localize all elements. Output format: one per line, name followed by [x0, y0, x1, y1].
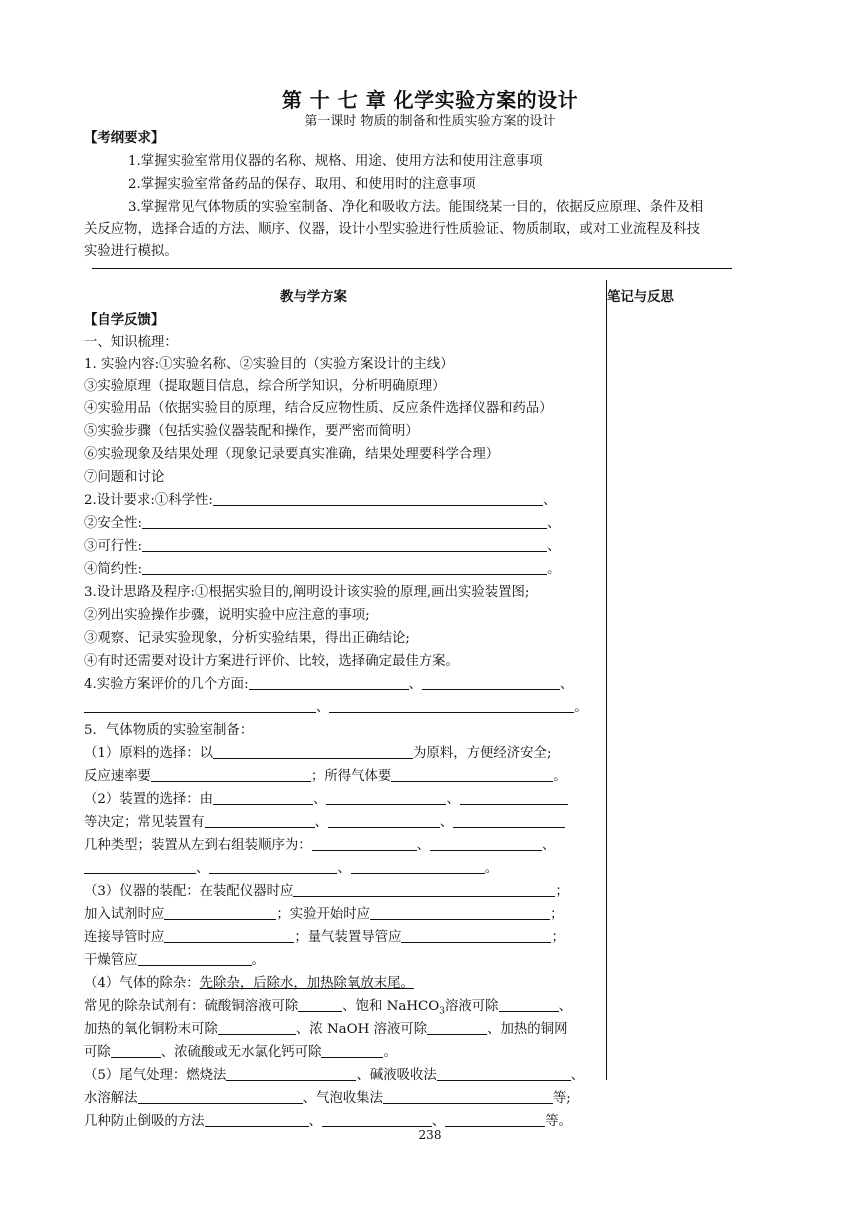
- syllabus-item-1: 1.掌握实验室常用仪器的名称、规格、用途、使用方法和使用注意事项: [128, 154, 543, 169]
- blank-field[interactable]: [437, 1065, 571, 1081]
- design-req-scientific: 2.设计要求:①科学性: 、: [84, 490, 556, 512]
- chapter-title: 第 十 七 章 化学实验方案的设计: [281, 88, 579, 112]
- blank-field[interactable]: [298, 996, 342, 1012]
- blank-field[interactable]: [209, 858, 337, 874]
- blank-field[interactable]: [499, 996, 559, 1012]
- syllabus-item-2: 2.掌握实验室常备药品的保存、取用、和使用时的注意事项: [128, 177, 476, 192]
- common-apparatus-line: 等决定；常见装置有 、 、: [84, 812, 565, 834]
- knowledge-section-heading: 一、知识梳理：: [84, 335, 178, 350]
- blank-field[interactable]: [213, 789, 313, 805]
- design-req-feasibility: ③可行性: 、: [84, 536, 560, 558]
- blank-field[interactable]: [460, 789, 568, 805]
- impurity-removal-line: （4）气体的除杂：先除杂，后除水，加热除氧放末尾。: [84, 976, 414, 991]
- blank-field[interactable]: [142, 513, 547, 529]
- blank-field[interactable]: [151, 766, 311, 782]
- anti-suckback-line: 几种防止倒吸的方法 、 、 等。: [84, 1111, 572, 1133]
- blank-field[interactable]: [218, 1019, 296, 1035]
- reagent-line: 加入试剂时应 ；实验开始时应 ；: [84, 904, 563, 926]
- evaluation-aspects-cont: 、 。: [84, 697, 588, 719]
- list-item: ③实验原理（提取题目信息，综合所学知识，分析明确原理）: [84, 379, 446, 394]
- list-item: ②列出实验操作步骤，说明实验中应注意的事项;: [84, 608, 370, 623]
- blank-field[interactable]: [453, 812, 565, 828]
- blank-field[interactable]: [213, 743, 413, 759]
- reagents-line-2: 加热的氧化铜粉末可除 、浓 NaOH 溶液可除 、加热的铜网: [84, 1019, 567, 1041]
- blank-field[interactable]: [138, 950, 252, 966]
- syllabus-item-3-line3: 实验进行模拟。: [84, 244, 178, 259]
- blank-field[interactable]: [249, 674, 409, 690]
- list-item: ③观察、记录实验现象，分析实验结果，得出正确结论;: [84, 631, 410, 646]
- blank-field[interactable]: [351, 858, 485, 874]
- blank-field[interactable]: [391, 766, 553, 782]
- blank-field[interactable]: [329, 697, 574, 713]
- column-divider: [606, 280, 607, 1080]
- design-req-simplicity: ④简约性: 。: [84, 559, 560, 581]
- blank-field[interactable]: [84, 858, 196, 874]
- syllabus-heading: 【考纲要求】: [84, 131, 165, 146]
- blank-field[interactable]: [293, 881, 555, 897]
- blank-field[interactable]: [205, 1111, 309, 1127]
- page-number: 238: [418, 1128, 442, 1142]
- section-divider: [92, 268, 732, 269]
- apparatus-selection-line: （2）装置的选择：由 、 、: [84, 789, 568, 811]
- assembly-order-line: 几种类型；装置从左到右组装顺序为： 、 、: [84, 835, 555, 857]
- blank-field[interactable]: [138, 1088, 303, 1104]
- main-column-heading: 教与学方案: [280, 290, 347, 305]
- blank-field[interactable]: [321, 1042, 383, 1058]
- reagents-line: 常见的除杂试剂有：硫酸铜溶液可除 、饱和 NaHCO$_3$溶液可除 、: [84, 996, 572, 1023]
- blank-field[interactable]: [401, 927, 551, 943]
- list-item: ⑤实验步骤（包括实验仪器装配和操作，要严密而简明）: [84, 424, 419, 439]
- tail-gas-line: （5）尾气处理：燃烧法 、碱液吸收法 、: [84, 1065, 584, 1087]
- blank-field[interactable]: [328, 812, 440, 828]
- gas-prep-heading: 5．气体物质的实验室制备：: [84, 723, 254, 738]
- blank-field[interactable]: [142, 536, 547, 552]
- evaluation-aspects: 4.实验方案评价的几个方面: 、 、: [84, 674, 573, 696]
- blank-field[interactable]: [430, 835, 542, 851]
- reagents-line-3: 可除 、浓硫酸或无水氯化钙可除 。: [84, 1042, 397, 1064]
- blank-field[interactable]: [213, 490, 543, 506]
- blank-field[interactable]: [427, 1019, 487, 1035]
- reaction-rate-line: 反应速率要 ；所得气体要 。: [84, 766, 567, 788]
- blank-field[interactable]: [383, 1088, 553, 1104]
- tail-gas-line-2: 水溶解法 、气泡收集法 等;: [84, 1088, 571, 1110]
- syllabus-item-3-line1: 3.掌握常见气体物质的实验室制备、净化和吸收方法。能围绕某一目的，依据反应原理、条件及相: [128, 200, 704, 215]
- notes-column-heading: 笔记与反思: [607, 290, 674, 305]
- blank-field[interactable]: [164, 904, 276, 920]
- blank-field[interactable]: [164, 927, 294, 943]
- blank-field[interactable]: [84, 697, 316, 713]
- syllabus-item-3-line2: 关反应物，选择合适的方法、顺序、仪器，设计小型实验进行性质验证、物质制取，或对工业流程及科技: [84, 222, 700, 237]
- raw-material-line: （1）原料的选择：以 为原料，方便经济安全;: [84, 743, 551, 765]
- blank-field[interactable]: [370, 904, 550, 920]
- assembly-line: （3）仪器的装配：在装配仪器时应 ；: [84, 881, 569, 903]
- list-item: ⑦问题和讨论: [84, 470, 165, 485]
- drying-tube-line: 干燥管应 。: [84, 950, 265, 972]
- blank-field[interactable]: [226, 1065, 356, 1081]
- list-item: 1. 实验内容:①实验名称、②实验目的（实验方案设计的主线）: [84, 357, 454, 372]
- blank-field[interactable]: [445, 1111, 545, 1127]
- self-study-heading: 【自学反馈】: [84, 313, 165, 328]
- tubing-line: 连接导管时应 ；量气装置导管应 ；: [84, 927, 565, 949]
- list-item: ④有时还需要对设计方案进行评价、比较，选择确定最佳方案。: [84, 654, 459, 669]
- list-item: ④实验用品（依据实验目的原理，结合反应物性质、反应条件选择仪器和药品）: [84, 401, 553, 416]
- blank-field[interactable]: [205, 812, 315, 828]
- blank-field[interactable]: [322, 1111, 432, 1127]
- lesson-subtitle: 第一课时 物质的制备和性质实验方案的设计: [304, 114, 556, 129]
- blank-field[interactable]: [142, 559, 547, 575]
- blank-field[interactable]: [111, 1042, 161, 1058]
- list-item: ⑥实验现象及结果处理（现象记录要真实准确，结果处理要科学合理）: [84, 447, 500, 462]
- design-req-safety: ②安全性: 、: [84, 513, 560, 535]
- blank-field[interactable]: [326, 789, 446, 805]
- blank-field[interactable]: [422, 674, 560, 690]
- assembly-order-cont: 、 、 。: [84, 858, 498, 880]
- blank-field[interactable]: [312, 835, 417, 851]
- list-item: 3.设计思路及程序:①根据实验目的,阐明设计该实验的原理,画出实验装置图;: [84, 585, 530, 600]
